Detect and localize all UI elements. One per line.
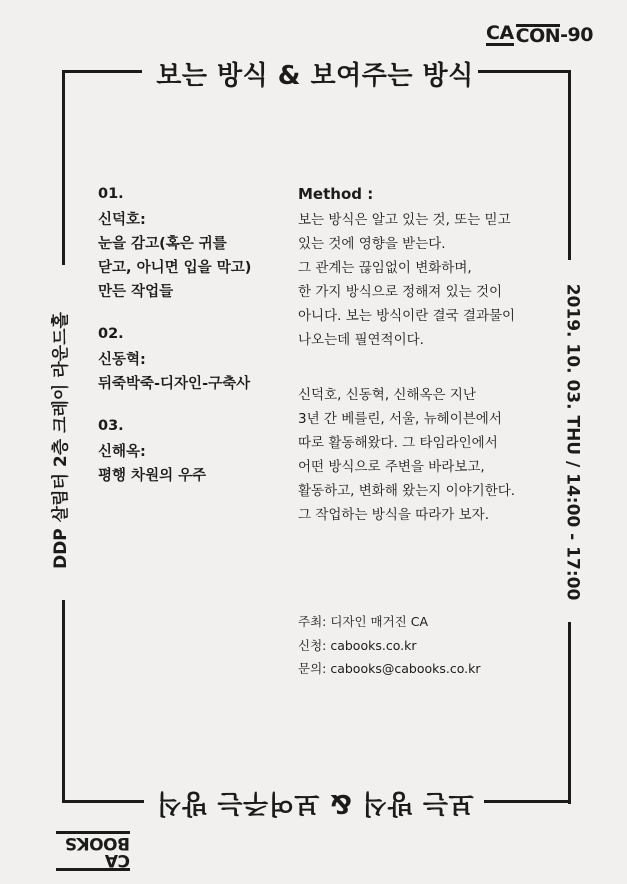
- cabooks-logo-text: CA BOOKS: [56, 831, 130, 871]
- speaker-topic-line: 닫고, 아니면 입을 막고): [98, 260, 252, 276]
- paragraph-line: 그 관계는 끊임없이 변화하며,: [298, 260, 472, 276]
- frame-left-upper: [62, 70, 65, 265]
- method-heading: Method :: [298, 185, 374, 203]
- paragraph-line: 있는 것에 영향을 받는다.: [298, 236, 446, 252]
- frame-top-right: [478, 70, 571, 73]
- speaker-number: 01.: [98, 186, 124, 202]
- info-host: 주최: 디자인 매거진 CA: [298, 614, 429, 629]
- datetime-vertical: [552, 272, 592, 612]
- page-title-inverted: 보는 방식 & 보여주는 방식: [156, 788, 474, 818]
- paragraph-line: 신덕호, 신동혁, 신해옥은 지난: [298, 387, 476, 403]
- speaker-item: [98, 322, 288, 396]
- page-title: 보는 방식 & 보여주는 방식: [156, 61, 474, 91]
- speaker-topic-line: 평행 차원의 우주: [98, 468, 207, 484]
- paragraph-line: 3년 간 베를린, 서울, 뉴헤이븐에서: [298, 411, 502, 427]
- logo-part-ca: CA: [486, 22, 514, 44]
- paragraph-line: 아니다. 보는 방식이란 결국 결과물이: [298, 308, 516, 324]
- speaker-number: 03.: [98, 418, 124, 434]
- method-paragraph-1: [298, 208, 558, 352]
- paragraph-line: 그 작업하는 방식을 따라가 보자.: [298, 507, 489, 523]
- logo-part-con: CON: [515, 25, 561, 47]
- frame-bottom-right: [484, 800, 571, 803]
- venue-text: DDP 살림터 2층 크레이 라운드홀: [50, 311, 71, 569]
- paragraph-line: 한 가지 방식으로 정해져 있는 것이: [298, 284, 503, 300]
- speaker-topic-line: 만든 작업들: [98, 284, 174, 300]
- frame-top-left: [62, 70, 142, 73]
- paragraph-line: 어떤 방식으로 주변을 바라보고,: [298, 459, 485, 475]
- speaker-list: [98, 182, 288, 506]
- logo-part-number: -90: [560, 24, 593, 46]
- venue-vertical: [38, 285, 78, 595]
- method-section: [298, 182, 558, 558]
- speaker-topic-line: 눈을 감고(혹은 귀를: [98, 236, 227, 252]
- frame-right-lower: [568, 622, 571, 804]
- speaker-name: 신동혁:: [98, 352, 146, 368]
- speaker-name: 신해옥:: [98, 444, 146, 460]
- info-register: 신청: cabooks.co.kr: [298, 637, 417, 653]
- frame-bottom-left: [62, 800, 144, 803]
- paragraph-line: 나오는데 필연적이다.: [298, 332, 424, 348]
- info-contact: 문의: cabooks@cabooks.co.kr: [298, 661, 481, 676]
- speaker-name: 신덕호:: [98, 212, 146, 228]
- speaker-topic-line: 뒤죽박죽-디자인-구축사: [98, 376, 251, 392]
- cabooks-logo: [56, 833, 130, 870]
- datetime-text: 2019. 10. 03. THU / 14:00 - 17:00: [562, 283, 582, 601]
- paragraph-line: 따로 활동해왔다. 그 타임라인에서: [298, 435, 498, 451]
- speaker-item: [98, 414, 288, 488]
- speaker-number: 02.: [98, 326, 124, 342]
- frame-right-upper: [568, 70, 571, 260]
- paragraph-line: 활동하고, 변화해 왔는지 이야기한다.: [298, 483, 516, 499]
- speaker-item: [98, 182, 288, 304]
- paragraph-line: 보는 방식은 알고 있는 것, 또는 믿고: [298, 212, 511, 228]
- cacon-logo: [486, 22, 593, 48]
- frame-left-lower: [62, 600, 65, 802]
- event-info: [298, 610, 481, 681]
- method-paragraph-2: [298, 383, 558, 527]
